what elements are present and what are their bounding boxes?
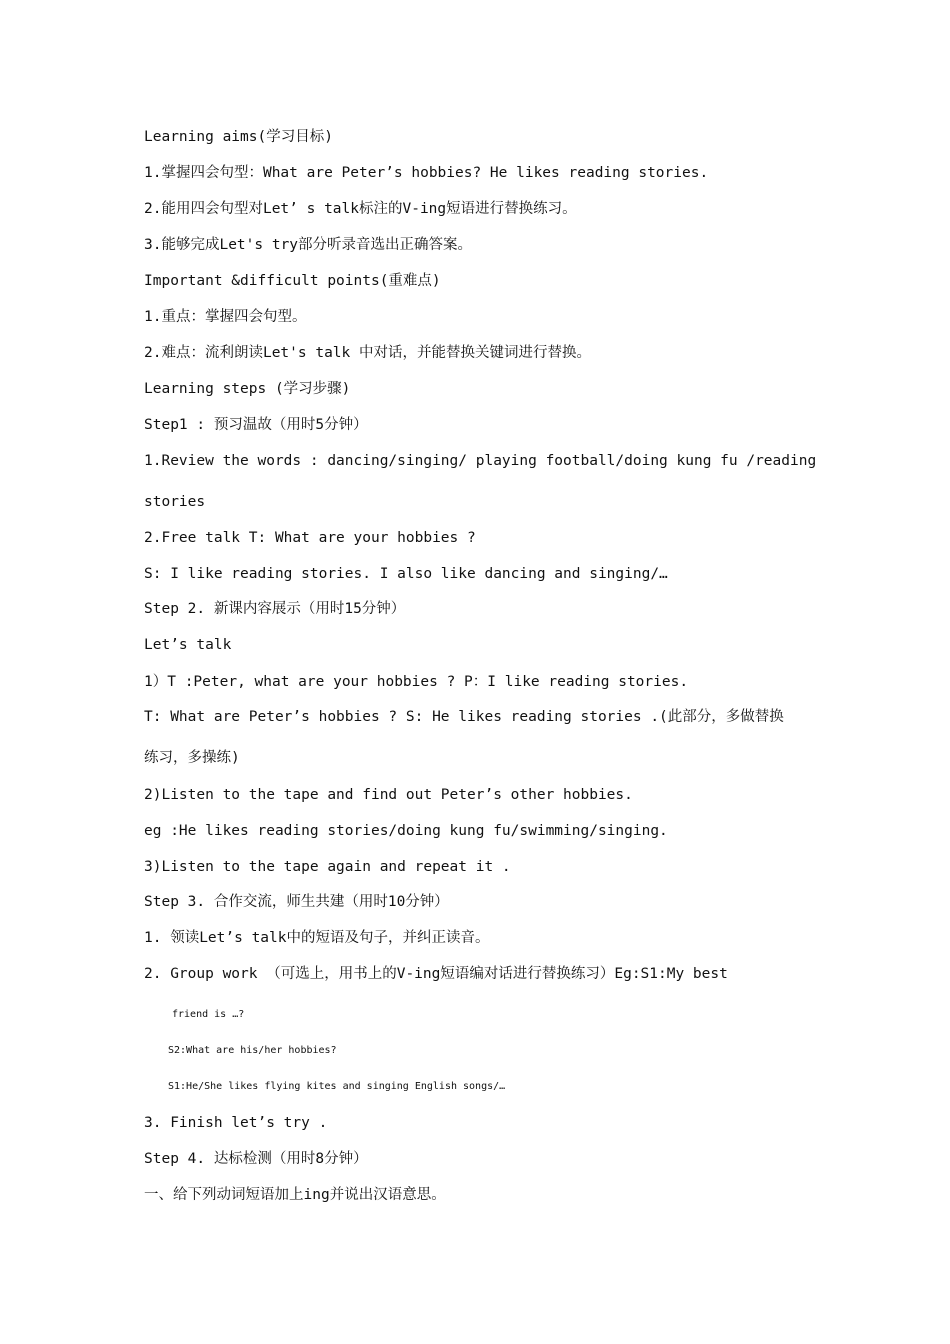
step-2-heading: Step 2. 新课内容展示（用时15分钟） xyxy=(144,601,406,617)
step-4-heading: Step 4. 达标检测（用时8分钟） xyxy=(144,1151,368,1167)
heading-learning-aims: Learning aims(学习目标) xyxy=(144,129,333,145)
heading-important-points: Important &difficult points(重难点) xyxy=(144,273,441,289)
step-2-item-3: 3)Listen to the tape again and repeat it . xyxy=(144,859,511,875)
step-3-item-1: 1. 领读Let’s talk中的短语及句子，并纠正读音。 xyxy=(144,930,490,946)
step-2-item-2-example: eg :He likes reading stories/doing kung fu/swimming/singing. xyxy=(144,823,668,839)
step-3-heading: Step 3. 合作交流，师生共建（用时10分钟） xyxy=(144,894,449,910)
step-1-item-2: 2.Free talk T: What are your hobbies ? xyxy=(144,530,476,546)
step-3-dialogue-s1: S1:He/She likes flying kites and singing English songs/… xyxy=(168,1081,506,1092)
step-1-item-1-continued: stories xyxy=(144,494,206,510)
exercise-1-instruction: 一、给下列动词短语加上ing并说出汉语意思。 xyxy=(144,1187,446,1203)
step-2-item-1: 1）T :Peter, what are your hobbies ? P：I like reading stories. xyxy=(144,674,689,690)
point-item-1: 1.重点：掌握四会句型。 xyxy=(144,309,307,325)
step-3-dialogue-s2: S2:What are his/her hobbies? xyxy=(168,1045,337,1056)
point-item-2: 2.难点：流利朗读Let's talk 中对话，并能替换关键词进行替换。 xyxy=(144,345,591,361)
step-1-item-2-reply: S: I like reading stories. I also like dancing and singing/… xyxy=(144,566,668,582)
step-1-heading: Step1 : 预习温故（用时5分钟） xyxy=(144,417,368,433)
step-1-item-1: 1.Review the words : dancing/singing/ playing football/doing kung fu /reading xyxy=(144,453,817,469)
aim-item-3: 3.能够完成Let's try部分听录音选出正确答案。 xyxy=(144,237,473,253)
heading-learning-steps: Learning steps (学习步骤) xyxy=(144,381,351,397)
aim-item-2: 2.能用四会句型对Let’ s talk标注的V-ing短语进行替换练习。 xyxy=(144,201,577,217)
step-3-item-3: 3. Finish let’s try . xyxy=(144,1115,328,1131)
step-3-item-2: 2. Group work （可选上，用书上的V-ing短语编对话进行替换练习）Eg:S1:My best xyxy=(144,966,728,982)
step-3-item-2-continued: friend is …? xyxy=(172,1009,245,1020)
step-2-item-2: 2)Listen to the tape and find out Peter’s other hobbies. xyxy=(144,787,633,803)
step-2-item-1-dialogue: T: What are Peter’s hobbies ? S: He likes reading stories .(此部分，多做替换 xyxy=(144,709,784,725)
aim-item-1: 1.掌握四会句型：What are Peter’s hobbies? He likes reading stories. xyxy=(144,165,709,181)
step-2-item-1-note: 练习，多操练) xyxy=(144,750,240,766)
lets-talk-label: Let’s talk xyxy=(144,637,232,653)
